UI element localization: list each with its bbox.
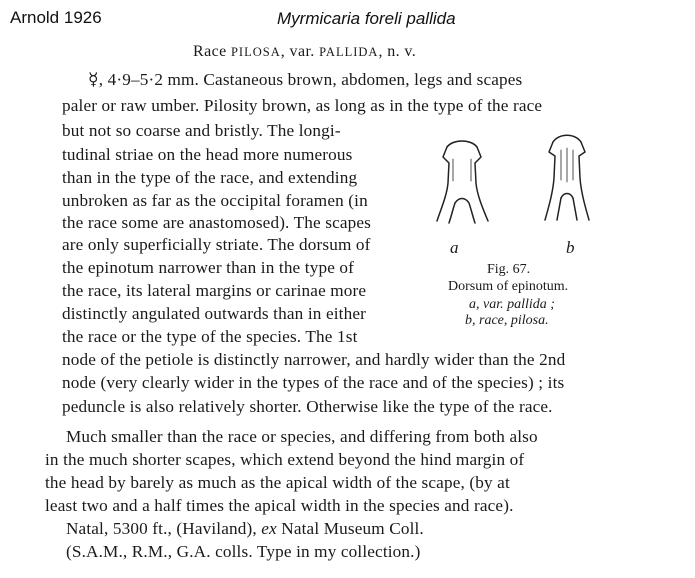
figure-label-b: b	[566, 238, 575, 257]
body-line: are only superficially striate. The dorsum of	[62, 235, 371, 254]
body-line: but not so coarse and bristly. The longi-	[62, 121, 341, 140]
body-line: node of the petiole is distinctly narrower, and hardly wider than the 2nd	[62, 350, 566, 369]
paragraph-line: in the much shorter scapes, which extend beyond the hind margin of	[45, 450, 525, 469]
figure-caption-a-letter: a	[469, 297, 476, 312]
body-line: ☿, 4·9–5·2 mm. Castaneous brown, abdomen, legs and scapes	[88, 70, 523, 89]
locality-ex: ex	[261, 519, 277, 538]
figure-caption-b-letter: b	[465, 313, 472, 328]
paragraph-line: the head by barely as much as the apical width of the scape, (by at	[45, 473, 510, 492]
body-line: than in the type of the race, and extending	[62, 168, 358, 187]
figure-epinotum-a	[433, 135, 493, 235]
body-line: tudinal striae on the head more numerous	[62, 145, 353, 164]
locality-line	[66, 519, 424, 539]
body-line: the epinotum narrower than in the type of	[62, 258, 355, 277]
figure-caption-b	[465, 313, 549, 329]
taxon-heading	[193, 43, 416, 61]
figure-subtitle: Dorsum of epinotum.	[448, 279, 569, 294]
heading-variety: PALLIDA	[319, 45, 379, 59]
collections-line: (S.A.M., R.M., G.A. colls. Type in my collection.)	[66, 542, 421, 561]
paragraph-line: Much smaller than the race or species, and differing from both also	[66, 427, 538, 446]
figure-caption-a-text: , var. pallida ;	[476, 297, 555, 312]
figure-epinotum-b	[537, 128, 597, 228]
body-line: peduncle is also relatively shorter. Otherwise like the type of the race.	[62, 397, 553, 416]
locality-suffix: Natal Museum Coll.	[276, 519, 424, 538]
heading-race: PILOSA	[230, 45, 281, 59]
body-line: the race some are anastomosed). The scapes	[62, 213, 372, 232]
body-line: paler or raw umber. Pilosity brown, as long as in the type of the race	[62, 96, 543, 115]
heading-mid: , var.	[280, 43, 320, 60]
body-line: unbroken as far as the occipital foramen (in	[62, 191, 368, 210]
body-line: distinctly angulated outwards than in either	[62, 304, 366, 323]
heading-prefix: Race	[193, 43, 231, 60]
species-caption: Myrmicaria foreli pallida	[277, 9, 456, 28]
figure-caption-b-text: , race, pilosa.	[472, 313, 549, 328]
heading-suffix: , n. v.	[378, 43, 417, 60]
figure-label-a: a	[450, 238, 459, 257]
figure-caption-a	[469, 297, 555, 313]
author-year-caption: Arnold 1926	[10, 8, 102, 27]
locality-prefix: Natal, 5300 ft., (Haviland),	[66, 519, 262, 538]
body-line: the race, its lateral margins or carinae more	[62, 281, 367, 300]
body-line: node (very clearly wider in the types of the race and of the species) ; its	[62, 373, 565, 392]
body-line: the race or the type of the species. The 1st	[62, 327, 358, 346]
paragraph-line: least two and a half times the apical width in the species and race).	[45, 496, 514, 515]
figure-title: Fig. 67.	[487, 262, 531, 277]
